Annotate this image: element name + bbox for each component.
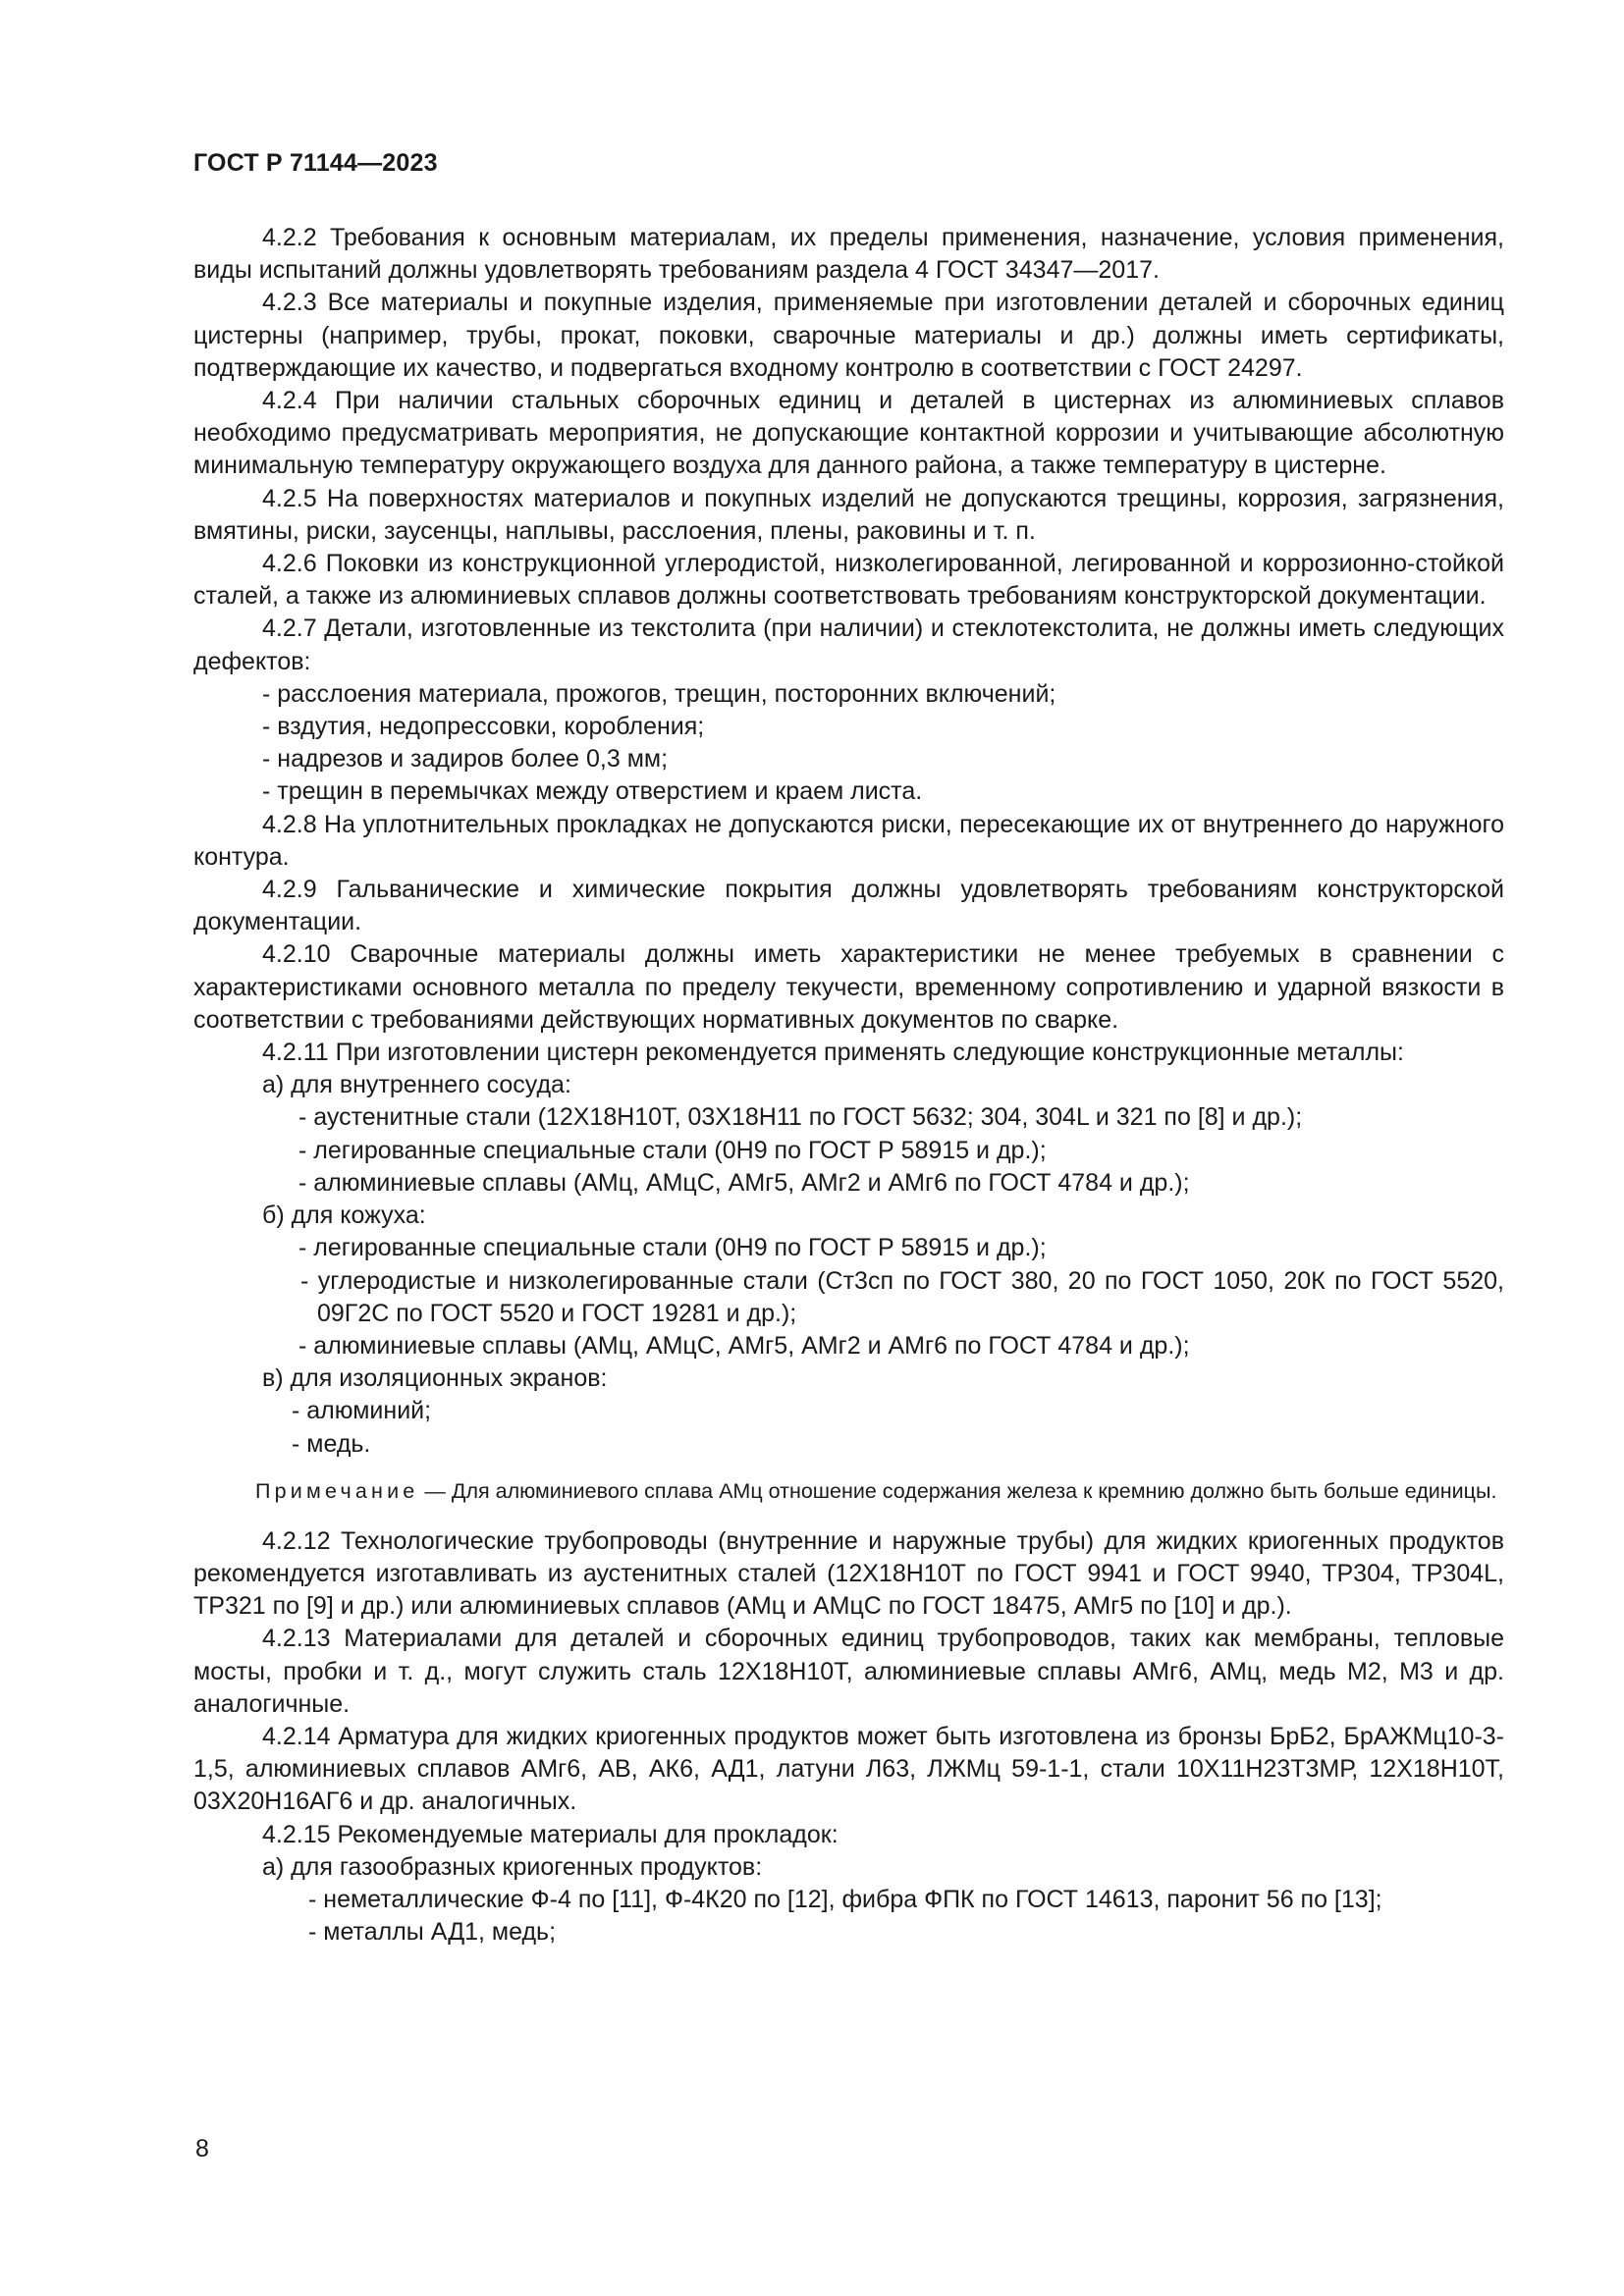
note-text: — Для алюминиевого сплава АМц отношение содержания железа к кремнию должно быть больше единицы. [418, 1478, 1497, 1503]
list-item: - расслоения материала, прожогов, трещин, посторонних включений; [262, 679, 1056, 708]
document-header: ГОСТ Р 71144—2023 [193, 149, 438, 177]
list-item: - легированные специальные стали (0Н9 по ГОСТ Р 58915 и др.); [298, 1136, 1047, 1164]
list-item: - вздутия, недопрессовки, коробления; [262, 713, 705, 741]
paragraph-4-2-4: 4.2.4 При наличии стальных сборочных единиц и деталей в цистернах из алюминиевых сплавов необходимо предусматривать мероприятия, не допускающие контактной коррозии и учитывающие абсолютную минимальную температуру окружающего воздуха для данного района, а также температуру в цистерне. [193, 387, 1504, 480]
sublist-title-a: а) для внутреннего сосуда: [262, 1071, 571, 1099]
paragraph-4-2-10: 4.2.10 Сварочные материалы должны иметь характеристики не менее требуемых в сравнении с характеристиками основного металла по пределу текучести, временному сопротивлению и ударной вязкости в соответствии с требованиями действующих нормативных документов по сварке. [193, 940, 1504, 1034]
paragraph-4-2-12: 4.2.12 Технологические трубопроводы (внутренние и наружные трубы) для жидких криогенных продуктов рекомендуется изготавливать из аустенитных сталей (12Х18Н10Т по ГОСТ 9941 и ГОСТ 9940, ТР304, ТР304L, ТР321 по [9] и др.) или алюминиевых сплавов (АМц и АМцС по ГОСТ 18475, АМг5 по [10] и др.). [193, 1526, 1504, 1621]
document-body [193, 222, 1504, 1949]
sublist-title-c: в) для изоляционных экранов: [262, 1364, 608, 1393]
paragraph-4-2-11: 4.2.11 При изготовлении цистерн рекомендуется применять следующие конструкционные металлы: [262, 1039, 1404, 1067]
paragraph-4-2-5: 4.2.5 На поверхностях материалов и покупных изделий не допускаются трещины, коррозия, загрязнения, вмятины, риски, заусенцы, наплывы, расслоения, плены, раковины и т. п. [193, 484, 1504, 545]
list-item: - металлы АД1, медь; [308, 1918, 557, 1947]
paragraph-4-2-15: 4.2.15 Рекомендуемые материалы для прокладок: [262, 1820, 839, 1848]
sublist-title-b: б) для кожуха: [262, 1201, 426, 1230]
paragraph-4-2-9: 4.2.9 Гальванические и химические покрытия должны удовлетворять требованиям конструкторской документации. [193, 876, 1504, 936]
page-number: 8 [195, 2135, 209, 2163]
note-label: Примечание [255, 1478, 419, 1503]
paragraph-4-2-2: 4.2.2 Требования к основным материалам, их пределы применения, назначение, условия применения, виды испытаний должны удовлетворять требованиям раздела 4 ГОСТ 34347—2017. [193, 224, 1504, 285]
paragraph-4-2-14: 4.2.14 Арматура для жидких криогенных продуктов может быть изготовлена из бронзы БрБ2, БрАЖМц10-3-1,5, алюминиевых сплавов АМг6, АВ, АК6, АД1, латуни Л63, ЛЖМц 59-1-1, стали 10Х11Н23Т3МР, 12Х18Н10Т, 03Х20Н16АГ6 и др. аналогичных. [193, 1722, 1504, 1816]
list-item: - аустенитные стали (12Х18Н10Т, 03Х18Н11 по ГОСТ 5632; 304, 304L и 321 по [8] и др.); [298, 1103, 1303, 1132]
paragraph-4-2-6: 4.2.6 Поковки из конструкционной углеродистой, низколегированной, легированной и коррозионно-стойкой сталей, а также из алюминиевых сплавов должны соответствовать требованиям конструкторской документации. [193, 550, 1504, 611]
paragraph-4-2-7: 4.2.7 Детали, изготовленные из текстолита (при наличии) и стеклотекстолита, не должны иметь следующих дефектов: [193, 614, 1504, 675]
list-item: - трещин в перемычках между отверстием и краем листа. [262, 777, 923, 806]
note [193, 1476, 1504, 1506]
list-item: - алюминиевые сплавы (АМц, АМцС, АМг5, АМг2 и АМг6 по ГОСТ 4784 и др.); [298, 1168, 1190, 1197]
paragraph-4-2-13: 4.2.13 Материалами для деталей и сборочных единиц трубопроводов, таких как мембраны, тепловые мосты, пробки и т. д., могут служить сталь 12Х18Н10Т, алюминиевые сплавы АМг6, АМц, медь М2, М3 и др. аналогичные. [193, 1625, 1504, 1718]
paragraph-4-2-8: 4.2.8 На уплотнительных прокладках не допускаются риски, пересекающие их от внутреннего до наружного контура. [193, 810, 1504, 871]
list-item: - медь. [292, 1429, 371, 1458]
list-item: - легированные специальные стали (0Н9 по ГОСТ Р 58915 и др.); [298, 1234, 1047, 1262]
list-item: - неметаллические Ф-4 по [11], Ф-4К20 по [12], фибра ФПК по ГОСТ 14613, паронит 56 по [13]; [308, 1885, 1382, 1913]
list-item: - алюминиевые сплавы (АМц, АМцС, АМг5, АМг2 и АМг6 по ГОСТ 4784 и др.); [298, 1331, 1190, 1360]
list-item: - алюминий; [292, 1397, 432, 1425]
list-item: - надрезов и задиров более 0,3 мм; [262, 745, 669, 774]
paragraph-4-2-3: 4.2.3 Все материалы и покупные изделия, применяемые при изготовлении деталей и сборочных единиц цистерны (например, трубы, прокат, поковки, сварочные материалы и др.) должны иметь сертификаты, подтверждающие их качество, и подвергаться входному контролю в соответствии с ГОСТ 24297. [193, 289, 1504, 382]
sublist-title-a: а) для газообразных криогенных продуктов: [262, 1852, 763, 1881]
list-item: - углеродистые и низколегированные стали (Ст3сп по ГОСТ 380, 20 по ГОСТ 1050, 20К по ГОСТ 5520, 09Г2С по ГОСТ 5520 и ГОСТ 19281 и др.); [300, 1266, 1504, 1327]
